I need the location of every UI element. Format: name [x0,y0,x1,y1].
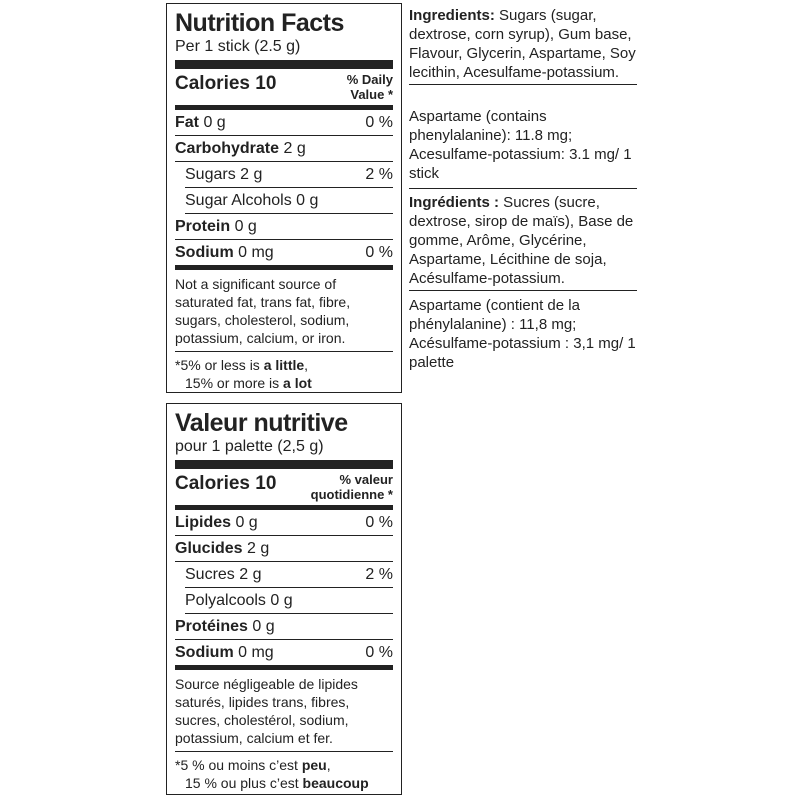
aspartame-statement-fr: Aspartame (contient de la phénylalanine) : 11,8 mg; Acésulfame-potassium : 3,1 mg/ 1 palette [409,297,636,371]
ingredients-text: Sucres (sucre, dextrose, sirop de maïs), Base de gomme, Arôme, Glycérine, Aspartame, Lécithine de soja, Acésulfame-potassium. [409,194,634,287]
nutrient-row-sucres: Sucres 2 g 2 % [185,562,393,588]
daily-value-footnote: *5% or less is a little, 15% or more is a lot [175,357,312,391]
nutrition-facts-panel-en [166,3,402,393]
not-significant-note: Source négligeable de lipides saturés, lipides trans, fibres, sucres, cholestérol, sodium, potassium, calcium et fer. [175,670,393,752]
nutrient-row-sugar-alcohols: Sugar Alcohols 0 g [185,188,393,214]
ingredients-en [409,6,637,85]
aspartame-statement-en: Aspartame (contains phenylalanine): 11.8 mg; Acesulfame-potassium: 3.1 mg/ 1 stick [409,107,637,189]
serving-size: pour 1 palette (2,5 g) [175,437,393,469]
nutrient-row-fat: Fat 0 g 0 % [175,110,393,136]
nutrient-row-proteines: Protéines 0 g [175,614,393,640]
nutrient-row-lipides: Lipides 0 g 0 % [175,510,393,536]
panel-title: Valeur nutritive [175,409,348,437]
ingredients-fr [409,193,637,291]
panel-title: Nutrition Facts [175,9,344,37]
ingredients-label: Ingredients: [409,7,495,24]
calories-label: Calories 10 [175,473,277,494]
daily-value-header: % valeur quotidienne * [310,472,393,502]
ingredients-text: Sugars (sugar, dextrose, corn syrup), Gum base, Flavour, Glycerin, Aspartame, Soy lecithin, Acesulfame-potassium. [409,7,636,81]
ingredients-label: Ingrédients : [409,194,500,211]
nutrient-row-glucides: Glucides 2 g [175,536,393,562]
nutrient-row-carbohydrate: Carbohydrate 2 g [175,136,393,162]
serving-size: Per 1 stick (2.5 g) [175,37,393,69]
nutrient-row-sugars: Sugars 2 g 2 % [185,162,393,188]
not-significant-note: Not a significant source of saturated fat, trans fat, fibre, sugars, cholesterol, sodium, potassium, calcium, or iron. [175,270,393,352]
calories-row [175,469,393,510]
calories-label: Calories 10 [175,73,277,94]
nutrient-row-sodium: Sodium 0 mg 0 % [175,240,393,270]
calories-row [175,69,393,110]
nutrition-facts-panel-fr [166,403,402,795]
daily-value-footnote: *5 % ou moins c’est peu, 15 % ou plus c’est beaucoup [175,757,369,791]
nutrient-row-polyalcools: Polyalcools 0 g [185,588,393,614]
daily-value-header: % Daily Value * [346,72,393,102]
nutrient-row-sodium: Sodium 0 mg 0 % [175,640,393,670]
nutrient-row-protein: Protein 0 g [175,214,393,240]
